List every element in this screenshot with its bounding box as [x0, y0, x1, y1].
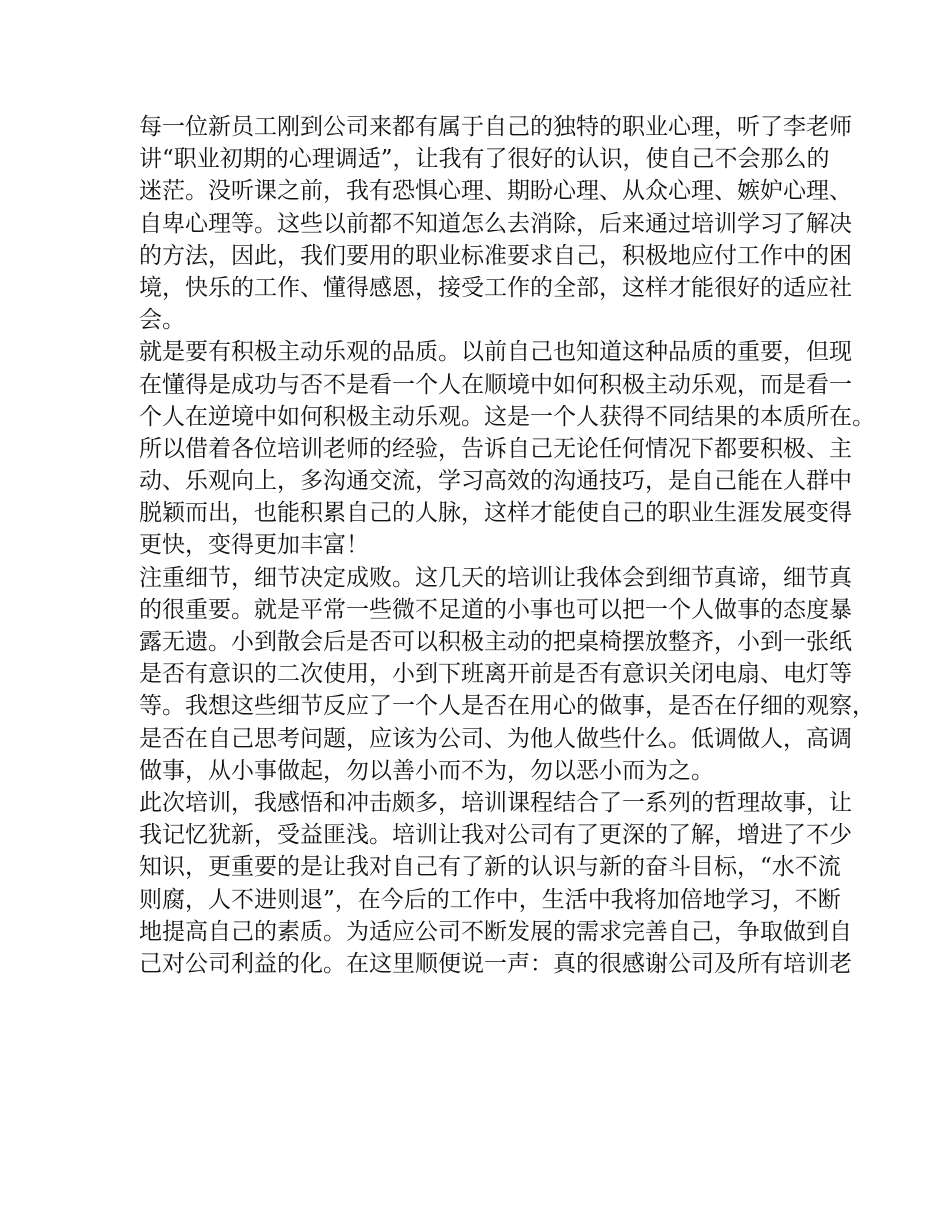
text-line: 是否在自己思考问题，应该为公司、为他人做些什么。低调做人，高调 — [139, 725, 852, 752]
text-line: 迷茫。没听课之前，我有恐惧心理、期盼心理、从众心理、嫉妒心理、 — [139, 178, 852, 205]
paragraph-2 — [139, 336, 875, 561]
text-line: 注重细节，细节决定成败。这几天的培训让我体会到细节真谛，细节真 — [139, 564, 852, 591]
paragraph-1 — [139, 111, 852, 336]
text-line: 脱颖而出，也能积累自己的人脉，这样才能使自己的职业生涯发展变得 — [139, 500, 852, 527]
text-line: 的方法，因此，我们要用的职业标准要求自己，积极地应付工作中的困 — [139, 242, 852, 269]
text-line: 个人在逆境中如何积极主动乐观。这是一个人获得不同结果的本质所在。 — [139, 403, 875, 430]
text-line: 知识，更重要的是让我对自己有了新的认识与新的奋斗目标，“水不流 — [139, 854, 841, 881]
text-line: 己对公司利益的化。在这里顺便说一声：真的很感谢公司及所有培训老 — [139, 950, 852, 977]
text-line: 更快，变得更加丰富！ — [139, 532, 369, 559]
text-line: 是否有意识的二次使用，小到下班离开前是否有意识关闭电扇、电灯等 — [139, 661, 852, 688]
text-line: 露无遗。小到散会后是否可以积极主动的把桌椅摆放整齐，小到一张纸 — [139, 629, 852, 655]
text-line: 讲“职业初期的心理调适”，让我有了很好的认识，使自己不会那么的 — [139, 146, 830, 173]
paragraph-3 — [139, 562, 875, 787]
text-line: 就是要有积极主动乐观的品质。以前自己也知道这种品质的重要，但现 — [139, 339, 852, 366]
text-line: 我记忆犹新，受益匪浅。培训让我对公司有了更深的了解，增进了不少 — [139, 822, 852, 849]
text-line: 地提高自己的素质。为适应公司不断发展的需求完善自己，争取做到自 — [139, 918, 852, 945]
text-line: 所以借着各位培训老师的经验，告诉自己无论任何情况下都要积极、主 — [139, 435, 852, 462]
text-line: 在懂得是成功与否不是看一个人在顺境中如何积极主动乐观，而是看一 — [139, 371, 852, 398]
text-line: 做事，从小事做起，勿以善小而不为，勿以恶小而为之。 — [139, 757, 714, 784]
text-line: 会。 — [139, 307, 185, 334]
text-line: 自卑心理等。这些以前都不知道怎么去消除，后来通过培训学习了解决 — [139, 210, 852, 237]
text-line: 等。我想这些细节反应了一个人是否在用心的做事，是否在仔细的观察， — [139, 693, 875, 720]
text-line: 此次培训，我感悟和冲击颇多，培训课程结合了一系列的哲理故事，让 — [139, 789, 852, 816]
text-line: 动、乐观向上，多沟通交流，学习高效的沟通技巧，是自己能在人群中 — [139, 468, 852, 495]
text-line: 则腐，人不进则退”，在今后的工作中，生活中我将加倍地学习，不断 — [139, 886, 841, 913]
document-body — [139, 111, 875, 980]
text-line: 的很重要。就是平常一些微不足道的小事也可以把一个人做事的态度暴 — [139, 596, 852, 623]
text-line: 每一位新员工刚到公司来都有属于自己的独特的职业心理，听了李老师 — [139, 114, 852, 140]
paragraph-4 — [139, 787, 852, 980]
text-line: 境，快乐的工作、懂得感恩，接受工作的全部，这样才能很好的适应社 — [139, 274, 852, 301]
